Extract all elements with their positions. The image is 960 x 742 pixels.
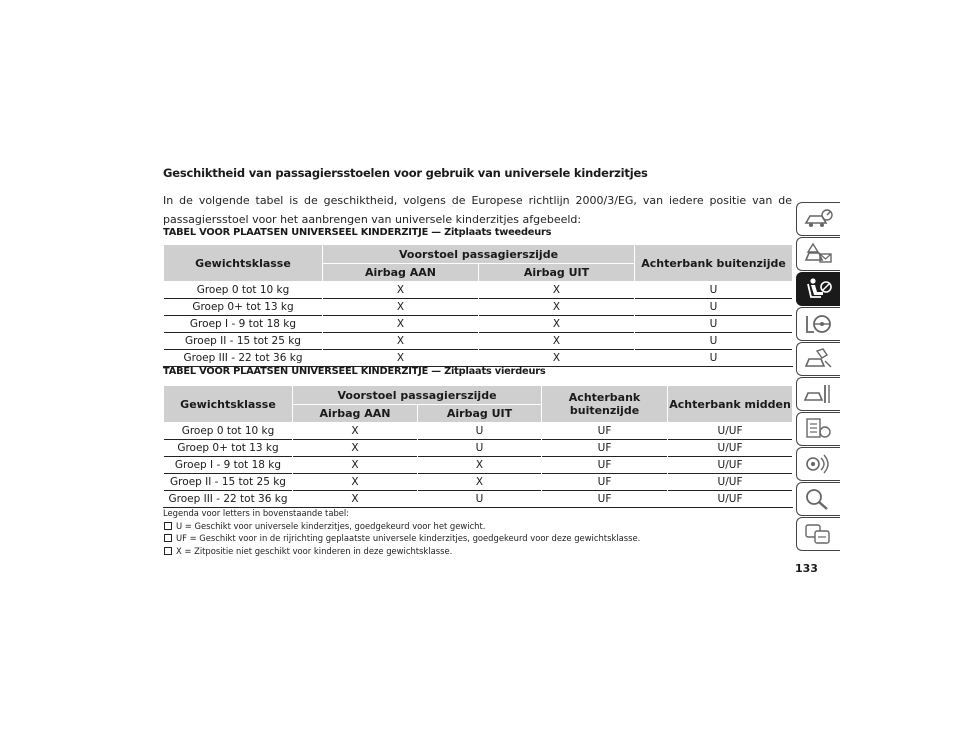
cell-weight-class: Groep III - 22 tot 36 kg: [164, 491, 293, 508]
tab-language[interactable]: [796, 517, 840, 551]
table2-header-airbag-off: Airbag UIT: [418, 405, 542, 423]
cell-weight-class: Groep II - 15 tot 25 kg: [164, 333, 323, 350]
cell-airbag-off: X: [479, 282, 635, 299]
table1-header-front-passenger: Voorstoel passagierszijde: [323, 245, 635, 264]
checkbox-bullet-icon: [164, 522, 172, 530]
cell-rear-middle: U/UF: [668, 457, 793, 474]
table-row: [164, 440, 793, 457]
legend-item: [163, 545, 640, 558]
cell-rear-outboard: U: [635, 299, 793, 316]
table-row: [164, 299, 793, 316]
table-row: [164, 457, 793, 474]
legend-item: [163, 520, 640, 533]
legend-item: [163, 532, 640, 545]
table2-header-front-passenger: Voorstoel passagierszijde: [293, 386, 542, 405]
table-row: [164, 333, 793, 350]
table1-header-airbag-off: Airbag UIT: [479, 264, 635, 282]
cell-rear-middle: U/UF: [668, 474, 793, 491]
cell-airbag-on: X: [323, 316, 479, 333]
table1-header-rear-outboard: Achterbank buitenzijde: [635, 245, 793, 282]
table2: [163, 385, 793, 508]
car-gauge-icon: [803, 207, 833, 231]
table1-header-weight-class: Gewichtsklasse: [164, 245, 323, 282]
steering-wheel-icon: [803, 312, 833, 336]
cell-airbag-on: X: [293, 474, 418, 491]
legend-item-text: UF = Geschikt voor in de rijrichting geplaatste universele kinderzitjes, goedgekeurd voor deze gewichtsklasse.: [176, 533, 641, 543]
cell-airbag-on: X: [293, 491, 418, 508]
cell-airbag-off: X: [418, 474, 542, 491]
cell-airbag-off: U: [418, 491, 542, 508]
tab-multimedia[interactable]: [796, 447, 840, 481]
cell-airbag-off: X: [479, 299, 635, 316]
cell-airbag-on: X: [323, 299, 479, 316]
cell-rear-outboard: U: [635, 316, 793, 333]
table2-header-rear-outboard: Achterbank buitenzijde: [542, 386, 668, 423]
cell-airbag-off: X: [479, 350, 635, 367]
table-row: [164, 350, 793, 367]
table2-header-rear-middle: Achterbank midden: [668, 386, 793, 423]
car-tools-icon: [803, 382, 833, 406]
cell-weight-class: Groep I - 9 tot 18 kg: [164, 457, 293, 474]
cell-airbag-off: X: [418, 457, 542, 474]
legend-title: Legenda voor letters in bovenstaande tabel:: [163, 508, 350, 518]
cell-weight-class: Groep 0+ tot 13 kg: [164, 299, 323, 316]
tab-safety-active[interactable]: [796, 272, 840, 306]
table-row: [164, 491, 793, 508]
cell-rear-outboard: UF: [542, 491, 668, 508]
table1-title: TABEL VOOR PLAATSEN UNIVERSEEL KINDERZITJE — Zitplaats tweedeurs: [163, 227, 552, 238]
cell-weight-class: Groep III - 22 tot 36 kg: [164, 350, 323, 367]
cell-weight-class: Groep II - 15 tot 25 kg: [164, 474, 293, 491]
cell-rear-middle: U/UF: [668, 440, 793, 457]
cell-rear-outboard: UF: [542, 440, 668, 457]
tab-emergency[interactable]: [796, 342, 840, 376]
table1-header-airbag-on: Airbag AAN: [323, 264, 479, 282]
car-crash-icon: [803, 347, 833, 371]
checkbox-bullet-icon: [164, 534, 172, 542]
cell-rear-outboard: UF: [542, 474, 668, 491]
page-number: 133: [795, 562, 818, 575]
cell-airbag-on: X: [293, 457, 418, 474]
checkbox-bullet-icon: [164, 547, 172, 555]
cell-rear-middle: U/UF: [668, 423, 793, 440]
cell-airbag-on: X: [293, 423, 418, 440]
legend-item-text: X = Zitpositie niet geschikt voor kinderen in deze gewichtsklasse.: [176, 545, 453, 556]
table-row: [164, 474, 793, 491]
cell-rear-outboard: UF: [542, 423, 668, 440]
cell-airbag-on: X: [323, 350, 479, 367]
cell-airbag-on: X: [323, 282, 479, 299]
radio-multimedia-icon: [803, 452, 833, 476]
cell-rear-outboard: U: [635, 350, 793, 367]
table-row: [164, 282, 793, 299]
table-row: [164, 423, 793, 440]
intro-paragraph: In de volgende tabel is de geschiktheid, volgens de Europese richtlijn 2000/3/EG, van iedere positie van de passagiersstoel voor het aanbrengen van universele kinderzitjes afgebeeld:: [163, 194, 792, 226]
seat-airbag-icon: [803, 277, 833, 301]
cell-airbag-off: U: [418, 423, 542, 440]
tab-maintenance[interactable]: [796, 412, 840, 446]
cell-airbag-off: X: [479, 333, 635, 350]
cell-weight-class: Groep 0 tot 10 kg: [164, 282, 323, 299]
car-warning-mail-icon: [803, 242, 833, 266]
legend-item-text: U = Geschikt voor universele kinderzitjes, goedgekeurd voor het gewicht.: [176, 520, 486, 531]
section-heading: Geschiktheid van passagiersstoelen voor gebruik van universele kinderzitjes: [163, 166, 648, 180]
maintenance-checklist-icon: [803, 417, 833, 441]
table1: [163, 244, 793, 367]
cell-rear-outboard: U: [635, 282, 793, 299]
chapter-tabs: [796, 202, 840, 552]
cell-rear-outboard: UF: [542, 457, 668, 474]
table-row: [164, 316, 793, 333]
table2-title: TABEL VOOR PLAATSEN UNIVERSEEL KINDERZITJE — Zitplaats vierdeurs: [163, 366, 546, 377]
cell-airbag-off: X: [479, 316, 635, 333]
language-icon: [803, 522, 833, 546]
cell-weight-class: Groep 0+ tot 13 kg: [164, 440, 293, 457]
cell-rear-middle: U/UF: [668, 491, 793, 508]
tab-car-warning[interactable]: [796, 237, 840, 271]
cell-rear-outboard: U: [635, 333, 793, 350]
cell-airbag-on: X: [323, 333, 479, 350]
cell-airbag-off: U: [418, 440, 542, 457]
cell-airbag-on: X: [293, 440, 418, 457]
tab-car-gauge[interactable]: [796, 202, 840, 236]
tab-index[interactable]: [796, 482, 840, 516]
cell-weight-class: Groep 0 tot 10 kg: [164, 423, 293, 440]
tab-steering[interactable]: [796, 307, 840, 341]
legend: [163, 507, 640, 557]
table2-header-weight-class: Gewichtsklasse: [164, 386, 293, 423]
cell-weight-class: Groep I - 9 tot 18 kg: [164, 316, 323, 333]
tab-service[interactable]: [796, 377, 840, 411]
search-index-icon: [803, 487, 833, 511]
table2-header-airbag-on: Airbag AAN: [293, 405, 418, 423]
